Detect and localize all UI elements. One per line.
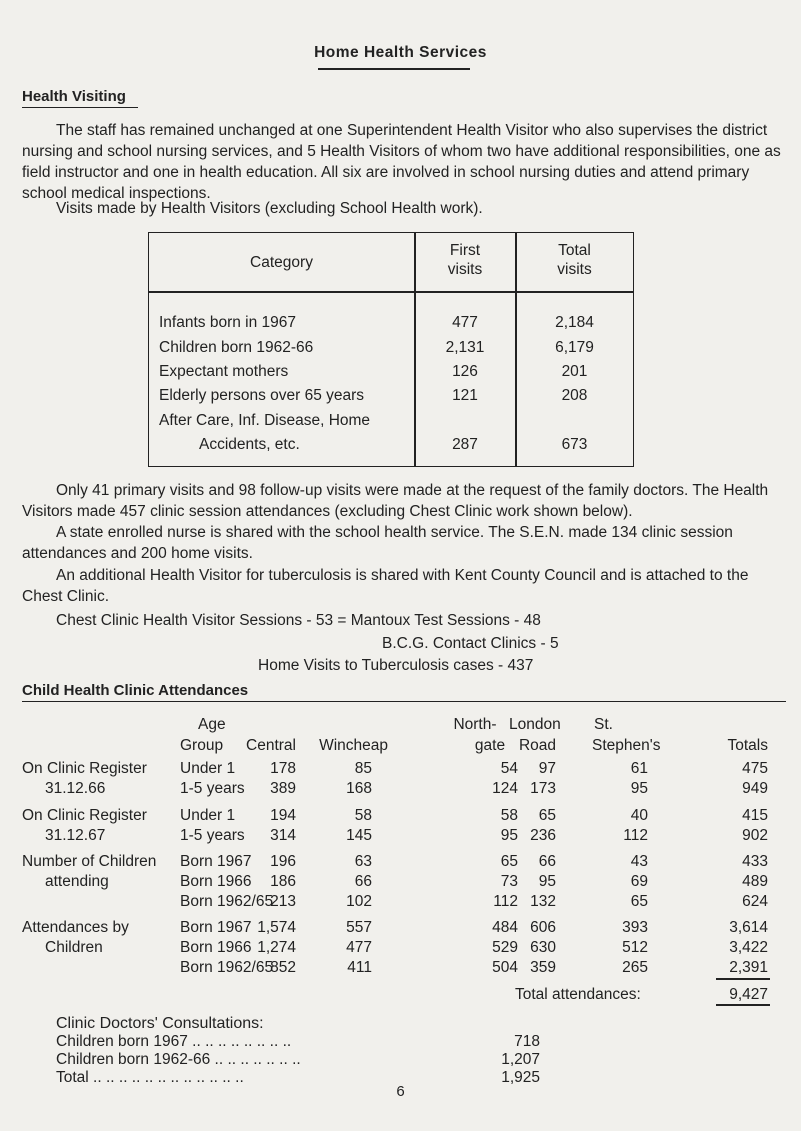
chest-clinic-line2: B.C.G. Contact Clinics - 5 (382, 635, 559, 652)
row-total: 3,614 (729, 919, 768, 936)
row-total: 415 (742, 807, 768, 824)
row-central: 389 (270, 780, 296, 797)
row-age: Born 1966 (180, 873, 252, 890)
table-row-category: After Care, Inf. Disease, Home (159, 412, 371, 429)
paragraph-staff: The staff has remained unchanged at one Superintendent Health Visitor who also supervises the district nursing and school nursing services, and 5 Health Visitors of whom two have additional responsibilities, one as field instructor and one in health education. All six are involved in school nursing duties and attend primary school medical inspections. (22, 122, 781, 202)
table-row-category: Expectant mothers (159, 363, 289, 380)
group-label: Number of Children (22, 853, 157, 870)
row-total: 433 (742, 853, 768, 870)
header-total-line1: Total (558, 242, 591, 259)
visits-table (148, 232, 634, 467)
total-attendances-value: 9,427 (729, 986, 768, 1003)
row-age: 1-5 years (180, 827, 245, 844)
total-attendances-label: Total attendances: (515, 986, 641, 1003)
table-row-total: 2,184 (555, 314, 594, 331)
row-st-stephens: 61 (630, 760, 648, 777)
row-wincheap: 477 (346, 939, 372, 956)
section-heading-child-health: Child Health Clinic Attendances (22, 682, 249, 699)
total-double-rule (716, 1004, 770, 1006)
row-northgate: 504 (492, 959, 518, 976)
row-age: Born 1962/65 (180, 893, 274, 910)
header-first-line2: visits (447, 261, 483, 278)
row-northgate: 124 (492, 780, 518, 797)
consultations-row-value: 1,207 (501, 1051, 540, 1068)
row-central: 194 (270, 807, 296, 824)
row-age: Born 1966 (180, 939, 252, 956)
row-london-road: 359 (530, 959, 556, 976)
table-row-category: Infants born in 1967 (159, 314, 297, 331)
row-northgate: 529 (492, 939, 518, 956)
row-age: Under 1 (180, 760, 236, 777)
row-wincheap: 58 (354, 807, 372, 824)
row-st-stephens: 265 (622, 959, 648, 976)
row-london-road: 95 (538, 873, 556, 890)
table-row-category: Elderly persons over 65 years (159, 387, 365, 404)
col-header-age-line2: Group (180, 737, 224, 754)
col-header-northgate-line2: gate (474, 737, 506, 754)
row-age: Under 1 (180, 807, 236, 824)
col-header-st-stephens-line2: Stephen's (592, 737, 661, 754)
col-header-london-road-line2: Road (518, 737, 556, 754)
table-row-first: 2,131 (445, 339, 485, 356)
header-category: Category (250, 254, 313, 271)
row-age: Born 1967 (180, 919, 252, 936)
table-row-first: 477 (452, 314, 478, 331)
row-total: 949 (742, 780, 768, 797)
row-london-road: 606 (530, 919, 556, 936)
consultations-row-label: Total .. .. .. .. .. .. .. .. .. .. .. .. (56, 1069, 244, 1086)
row-northgate: 95 (500, 827, 518, 844)
col-header-central: Central (246, 737, 296, 754)
row-st-stephens: 43 (630, 853, 648, 870)
row-central: 186 (270, 873, 296, 890)
paragraph-tuberculosis: An additional Health Visitor for tuberculosis is shared with Kent County Council and is attached to the Chest Clinic. (22, 567, 749, 605)
section-heading-health-visiting: Health Visiting (22, 88, 126, 105)
row-central: 178 (270, 760, 296, 777)
col-header-totals: Totals (727, 737, 768, 754)
group-label-line2: attending (45, 873, 109, 890)
col-header-london-road: London (509, 716, 561, 733)
consultations-heading: Clinic Doctors' Consultations: (56, 1015, 264, 1032)
row-st-stephens: 112 (623, 827, 648, 844)
table-row-total: 201 (561, 363, 588, 380)
row-northgate: 54 (500, 760, 518, 777)
table-row-first: 287 (452, 436, 478, 453)
col-header-age: Age (198, 716, 226, 733)
row-wincheap: 145 (346, 827, 372, 844)
table-header-divider (149, 291, 633, 293)
col-header-st-stephens: St. (594, 716, 613, 733)
table-row-first: 121 (452, 387, 478, 404)
row-total: 2,391 (729, 959, 768, 976)
row-st-stephens: 393 (622, 919, 648, 936)
row-wincheap: 411 (347, 959, 372, 976)
group-label-line2: 31.12.67 (45, 827, 106, 844)
row-wincheap: 102 (346, 893, 372, 910)
row-total: 475 (742, 760, 768, 777)
row-wincheap: 66 (354, 873, 372, 890)
title-underline (318, 68, 470, 70)
row-total: 3,422 (729, 939, 768, 956)
table-row-total: 208 (561, 387, 588, 404)
row-central: 1,574 (257, 919, 296, 936)
row-central: 1,274 (257, 939, 296, 956)
group-label-line2: 31.12.66 (45, 780, 106, 797)
row-central: 852 (270, 959, 296, 976)
row-london-road: 97 (538, 760, 556, 777)
paragraph-visits-intro: Visits made by Health Visitors (excluding School Health work). (56, 200, 483, 217)
row-northgate: 65 (500, 853, 518, 870)
chest-clinic-line1: Chest Clinic Health Visitor Sessions - 53 = Mantoux Test Sessions - 48 (56, 612, 541, 629)
row-wincheap: 557 (346, 919, 372, 936)
group-label-line2: Children (45, 939, 103, 956)
row-central: 314 (270, 827, 296, 844)
row-london-road: 132 (530, 893, 556, 910)
table-row-category-cont: Accidents, etc. (199, 436, 300, 453)
table-row-category: Children born 1962-66 (159, 339, 314, 356)
row-total: 489 (742, 873, 768, 890)
row-northgate: 73 (500, 873, 518, 890)
chest-clinic-line3: Home Visits to Tuberculosis cases - 437 (258, 657, 534, 674)
row-total: 624 (742, 893, 768, 910)
row-wincheap: 63 (354, 853, 372, 870)
row-northgate: 112 (493, 893, 518, 910)
group-label: On Clinic Register (22, 807, 147, 824)
row-st-stephens: 40 (630, 807, 648, 824)
page-title: Home Health Services (314, 44, 487, 61)
row-st-stephens: 69 (630, 873, 648, 890)
row-central: 196 (270, 853, 296, 870)
row-northgate: 58 (500, 807, 518, 824)
row-london-road: 173 (530, 780, 556, 797)
row-northgate: 484 (492, 919, 518, 936)
row-london-road: 236 (530, 827, 556, 844)
row-central: 213 (270, 893, 296, 910)
row-total: 902 (742, 827, 768, 844)
section-heading-underline (22, 701, 786, 702)
group-label: Attendances by (22, 919, 129, 936)
row-st-stephens: 512 (622, 939, 648, 956)
paragraph-sen: A state enrolled nurse is shared with the school health service. The S.E.N. made 134 clinic session attendances and 200 home visits. (22, 524, 733, 562)
page-number: 6 (396, 1083, 405, 1100)
group-label: On Clinic Register (22, 760, 147, 777)
paragraph-primary-visits: Only 41 primary visits and 98 follow-up visits were made at the request of the family doctors. The Health Visitors made 457 clinic session attendances (excluding Chest Clinic work shown below). (22, 482, 769, 520)
row-age: 1-5 years (180, 780, 245, 797)
row-london-road: 66 (538, 853, 556, 870)
row-age: Born 1962/65 (180, 959, 274, 976)
row-wincheap: 168 (346, 780, 372, 797)
col-header-wincheap: Wincheap (319, 737, 388, 754)
consultations-row-label: Children born 1962-66 .. .. .. .. .. .. .. (56, 1051, 301, 1068)
table-row-total: 6,179 (555, 339, 594, 356)
row-wincheap: 85 (354, 760, 372, 777)
consultations-row-value: 1,925 (501, 1069, 540, 1086)
row-st-stephens: 65 (630, 893, 648, 910)
consultations-row-label: Children born 1967 .. .. .. .. .. .. .. .. (56, 1033, 292, 1050)
row-london-road: 65 (538, 807, 556, 824)
header-total-line2: visits (557, 261, 592, 278)
row-london-road: 630 (530, 939, 556, 956)
table-row-total: 673 (561, 436, 588, 453)
total-rule (716, 978, 770, 980)
table-row-first: 126 (452, 363, 478, 380)
section-heading-underline (22, 107, 138, 108)
row-st-stephens: 95 (630, 780, 648, 797)
consultations-row-value: 718 (514, 1033, 540, 1050)
row-age: Born 1967 (180, 853, 252, 870)
header-first-line1: First (449, 242, 481, 259)
col-header-northgate: North- (453, 716, 497, 733)
